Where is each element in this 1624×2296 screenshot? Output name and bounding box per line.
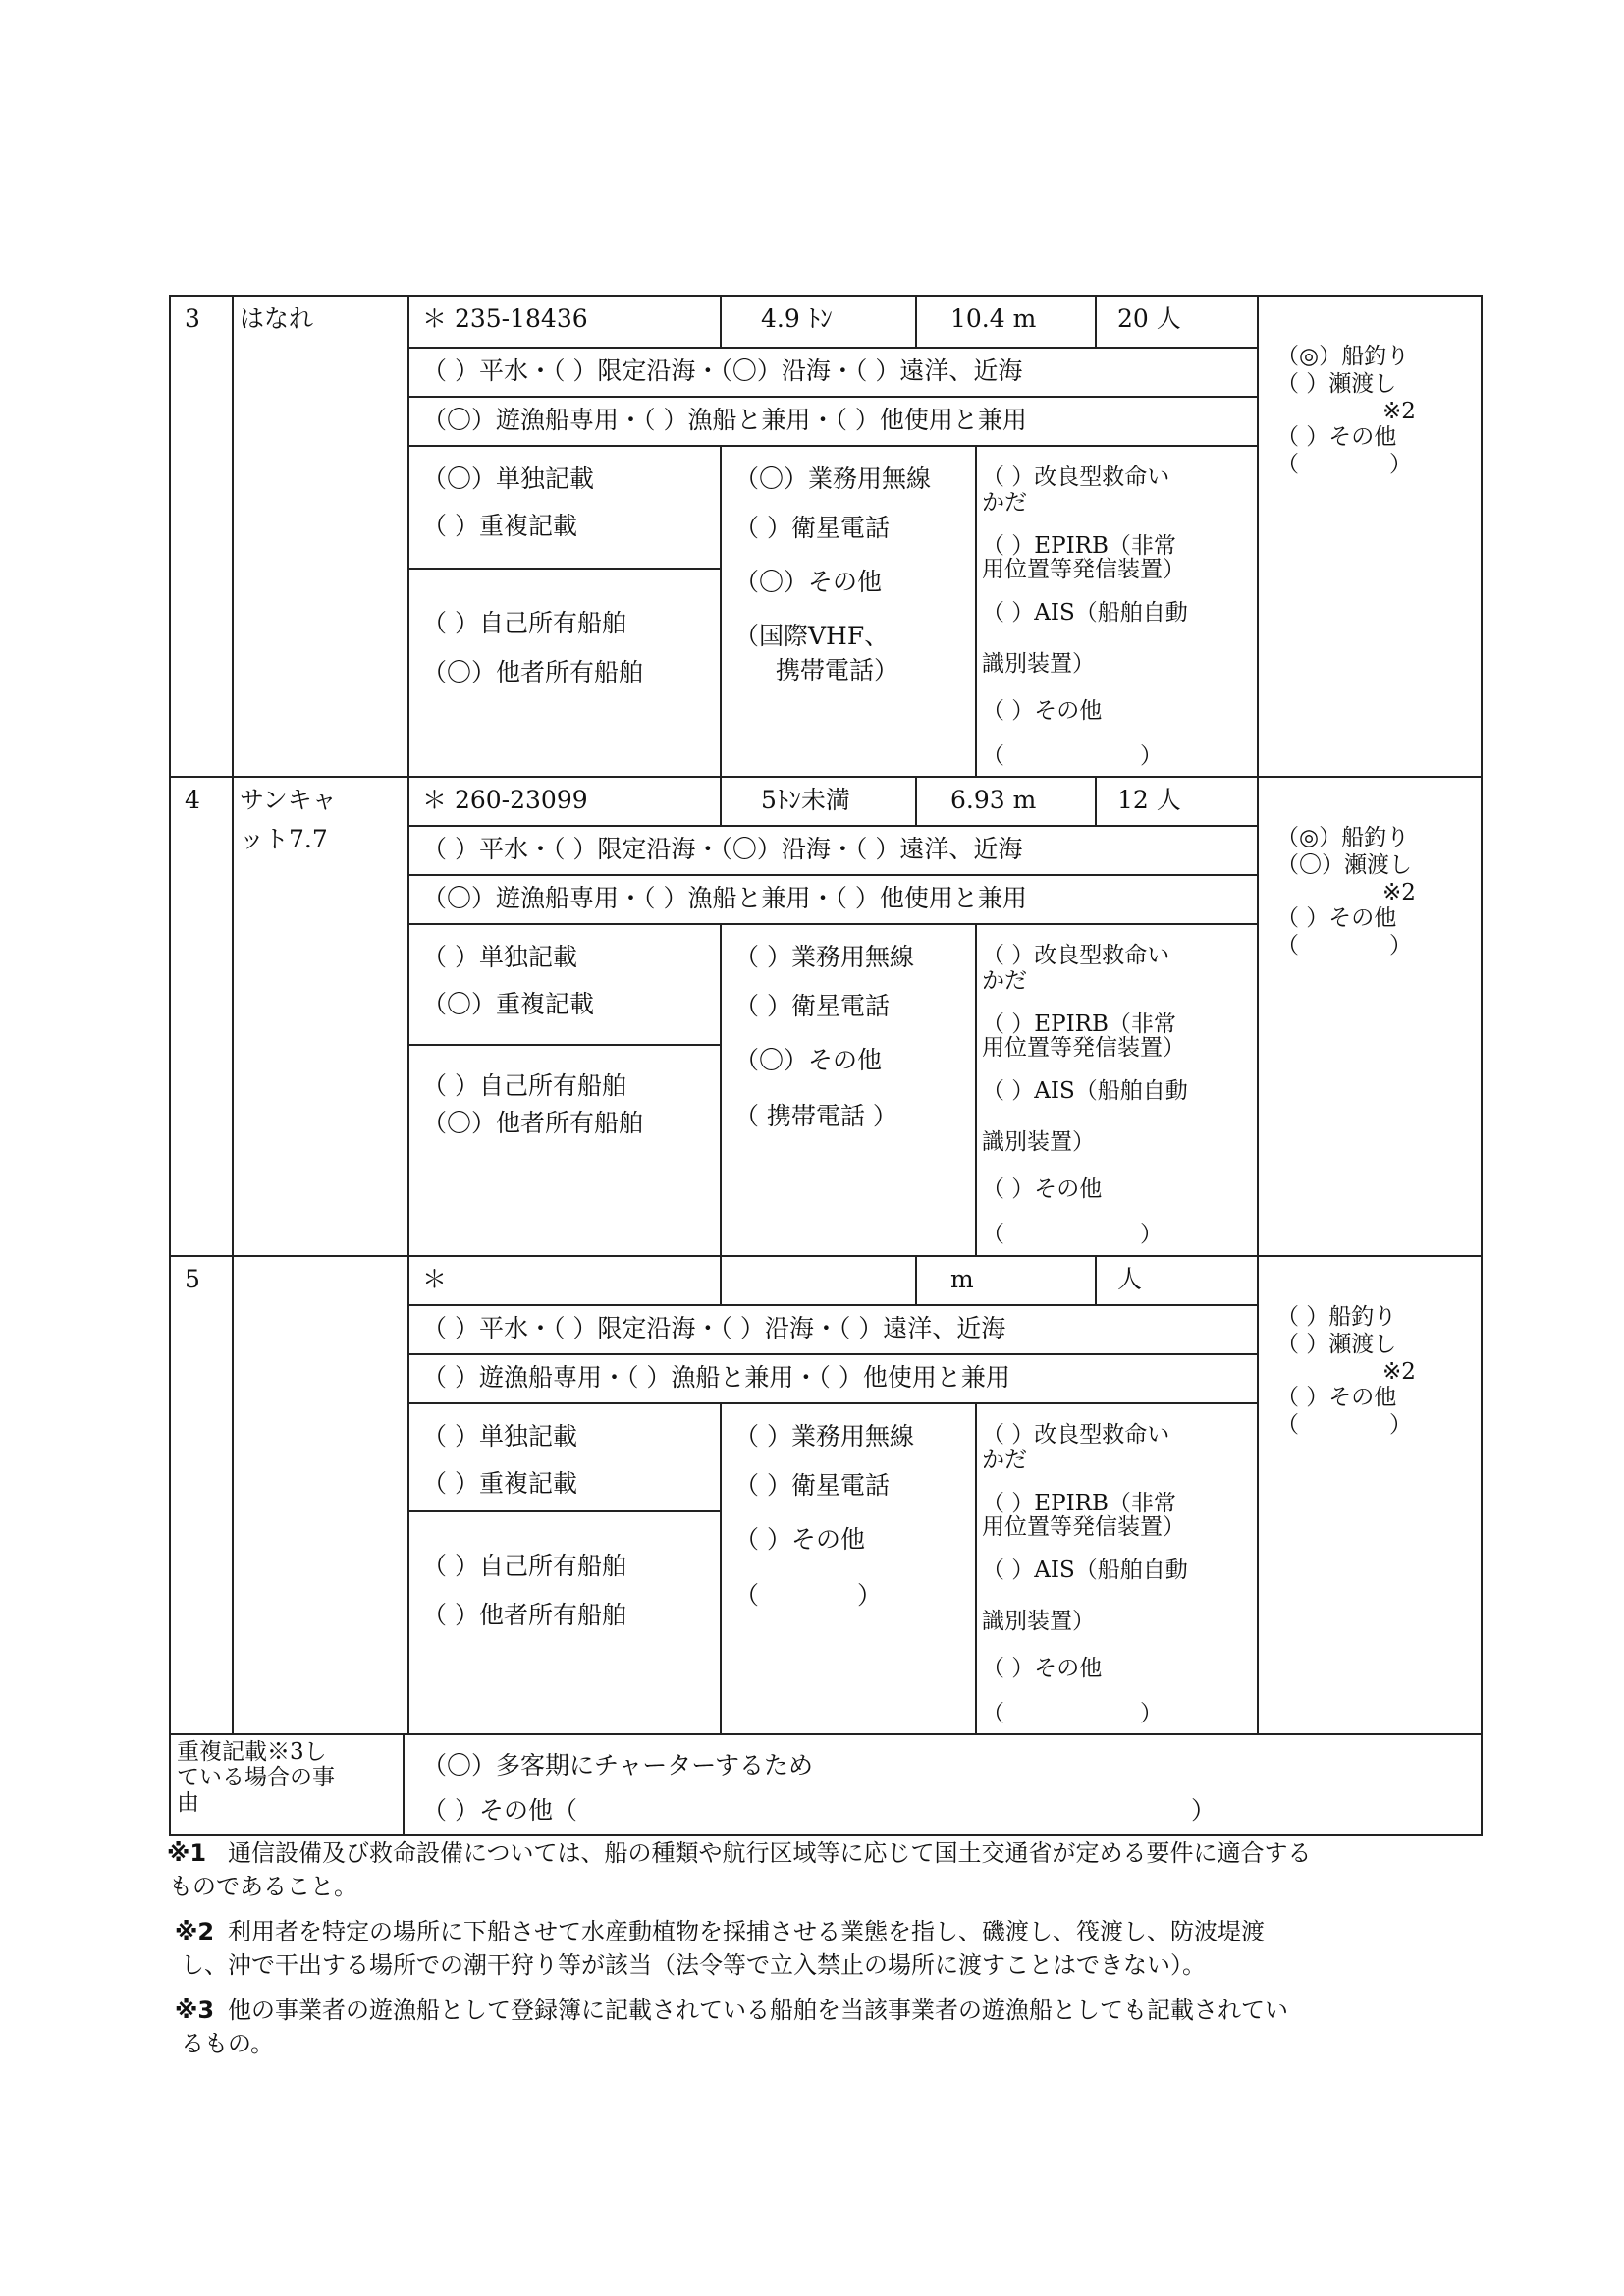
col-rule-length (915, 295, 917, 347)
passenger-capacity: 12 人 (1117, 786, 1181, 814)
comm-equipment-option: 携帯電話） (776, 656, 899, 684)
dup-reason-other: （ ）その他（ ） (422, 1796, 1216, 1825)
col-rule-ton (720, 1255, 722, 1304)
dup-reason-label: 由 (177, 1790, 199, 1816)
row-number: 5 (185, 1265, 200, 1293)
col-rule-capacity (1095, 1255, 1097, 1304)
record-type-option: （ ）重複記載 (422, 512, 577, 540)
footnote-text: ものであること。 (169, 1873, 357, 1900)
passenger-capacity: 人 (1117, 1265, 1143, 1293)
dup-label-rule (403, 1733, 405, 1834)
subrow-rule (407, 1402, 1257, 1404)
registration-number: ＊ (422, 1265, 448, 1293)
business-type-option: （ ） (1276, 452, 1412, 477)
ownership-option: （ ）他者所有船舶 (422, 1601, 626, 1629)
comm-equipment-option: （ ） (734, 1581, 883, 1610)
subrow-rule (407, 923, 1257, 925)
col-rule-business (1257, 776, 1259, 1255)
row-separator (169, 1255, 1481, 1257)
lifesaving-equipment-option: 識別装置） (982, 1129, 1095, 1155)
col-rule-equipment (720, 923, 722, 1255)
record-owner-rule (407, 1510, 720, 1512)
comm-equipment-option: （ ）衛星電話 (734, 1471, 890, 1500)
comm-equipment-option: （ ）衛星電話 (734, 992, 890, 1020)
row-number: 3 (185, 304, 200, 333)
subrow-rule (407, 347, 1257, 349)
subrow-rule (407, 1353, 1257, 1355)
business-type-option: ※2 (1382, 1359, 1416, 1385)
lifesaving-equipment-option: 用位置等発信装置） (982, 557, 1185, 582)
business-type-option: ※2 (1382, 880, 1416, 905)
gross-tonnage: 5ﾄﾝ未満 (761, 786, 850, 814)
vessel-name: サンキャ (240, 786, 337, 814)
lifesaving-equipment-option: 識別装置） (982, 651, 1095, 677)
col-rule-equipment (720, 1402, 722, 1733)
footnote-mark: ※2 (175, 1918, 215, 1945)
ownership-option: （ ）自己所有船舶 (422, 1071, 626, 1100)
lifesaving-equipment-option: 用位置等発信装置） (982, 1514, 1185, 1540)
lifesaving-equipment-option: （ ）AIS（船舶自動 (982, 1078, 1188, 1104)
lifesaving-equipment-option: （ ）改良型救命い (982, 1422, 1170, 1448)
col-rule-lifesaving (975, 445, 977, 776)
vessel-length: m (950, 1265, 974, 1293)
vessel-name: はなれ (240, 304, 314, 333)
footnote-text: し、沖で干出する場所での潮干狩り等が該当（法令等で立入禁止の場所に渡すことはできない）。 (181, 1951, 1206, 1979)
col-rule-lifesaving (975, 923, 977, 1255)
comm-equipment-option: （ ）その他 (734, 1525, 865, 1554)
vessel-length: 10.4 m (950, 304, 1037, 333)
comm-equipment-option: （ ）業務用無線 (734, 943, 914, 971)
record-type-option: （ ）単独記載 (422, 1422, 577, 1450)
lifesaving-equipment-option: かだ (982, 490, 1027, 516)
lifesaving-equipment-option: （ ）改良型救命い (982, 943, 1170, 968)
registration-number: ＊ 235-18436 (422, 304, 588, 333)
ownership-option: （〇）他者所有船舶 (422, 658, 644, 686)
col-rule-name (407, 295, 409, 776)
business-type-option: （ ）その他 (1276, 424, 1397, 450)
col-rule-equipment (720, 445, 722, 776)
navigation-area: （ ）平水・（ ）限定沿海・（ ）沿海・（ ）遠洋、近海 (422, 1314, 1006, 1342)
dup-reason-label: ている場合の事 (177, 1765, 335, 1790)
subrow-rule (407, 396, 1257, 398)
business-type-option: （ ）瀬渡し (1276, 371, 1397, 397)
col-rule-capacity (1095, 776, 1097, 825)
lifesaving-equipment-option: （ ）AIS（船舶自動 (982, 1558, 1188, 1583)
col-rule-capacity (1095, 295, 1097, 347)
record-owner-rule (407, 1044, 720, 1046)
row-separator (169, 776, 1481, 778)
subrow-rule (407, 445, 1257, 447)
row-separator (169, 1733, 1481, 1735)
dup-reason-charter: （〇）多客期にチャーターするため (422, 1751, 814, 1779)
col-rule-length (915, 1255, 917, 1304)
lifesaving-equipment-option: （ ） (982, 1701, 1163, 1726)
business-type-option: （◎）船釣り (1276, 825, 1410, 850)
usage-type: （ ）遊漁船専用・（ ）漁船と兼用・（ ）他使用と兼用 (422, 1363, 1010, 1392)
business-type-option: （ ） (1276, 1412, 1412, 1438)
business-type-option: （〇）瀬渡し (1276, 852, 1412, 878)
lifesaving-equipment-option: （ ）その他 (982, 1656, 1103, 1681)
subrow-rule (407, 1304, 1257, 1306)
usage-type: （〇）遊漁船専用・（ ）漁船と兼用・（ ）他使用と兼用 (422, 406, 1027, 434)
table-top-border (169, 295, 1481, 297)
gross-tonnage: 4.9 ﾄﾝ (761, 304, 833, 333)
comm-equipment-option: （ ）業務用無線 (734, 1422, 914, 1450)
business-type-option: （ ）船釣り (1276, 1304, 1397, 1330)
comm-equipment-option: （〇）その他 (734, 1046, 883, 1074)
footnote-text: るもの。 (181, 2030, 275, 2057)
usage-type: （〇）遊漁船専用・（ ）漁船と兼用・（ ）他使用と兼用 (422, 884, 1027, 912)
lifesaving-equipment-option: （ ） (982, 1222, 1163, 1247)
business-type-option: （ ） (1276, 933, 1412, 958)
col-rule-business (1257, 295, 1259, 776)
record-type-option: （ ）重複記載 (422, 1469, 577, 1498)
dup-reason-label: 重複記載※3し (177, 1739, 327, 1765)
col-rule-lifesaving (975, 1402, 977, 1733)
lifesaving-equipment-option: （ ）改良型救命い (982, 465, 1170, 490)
table-left-border (169, 295, 171, 1834)
comm-equipment-option: （ ）衛星電話 (734, 514, 890, 542)
record-type-option: （〇）重複記載 (422, 990, 595, 1018)
col-rule-ton (720, 776, 722, 825)
footnote (167, 1836, 206, 1870)
row-number: 4 (185, 786, 200, 814)
col-rule-length (915, 776, 917, 825)
col-rule-business (1257, 1255, 1259, 1733)
ownership-option: （ ）自己所有船舶 (422, 1552, 626, 1580)
navigation-area: （ ）平水・（ ）限定沿海・（〇）沿海・（ ）遠洋、近海 (422, 356, 1023, 385)
navigation-area: （ ）平水・（ ）限定沿海・（〇）沿海・（ ）遠洋、近海 (422, 835, 1023, 863)
col-rule-name (407, 776, 409, 1255)
col-rule-name (407, 1255, 409, 1733)
comm-equipment-option: （ 携帯電話 ） (734, 1102, 897, 1130)
footnote-mark: ※1 (167, 1839, 207, 1867)
record-type-option: （〇）単独記載 (422, 465, 595, 493)
lifesaving-equipment-option: （ ）その他 (982, 1176, 1103, 1202)
footnote-text: 利用者を特定の場所に下船させて水産動植物を採捕させる業態を指し、磯渡し、筏渡し、防波堤渡 (228, 1918, 1265, 1945)
lifesaving-equipment-option: かだ (982, 1448, 1027, 1473)
footnote (175, 1994, 214, 2027)
col-rule-no (232, 295, 234, 776)
business-type-option: ※2 (1382, 399, 1416, 424)
lifesaving-equipment-option: （ ）その他 (982, 698, 1103, 724)
col-rule-no (232, 776, 234, 1255)
record-type-option: （ ）単独記載 (422, 943, 577, 971)
subrow-rule (407, 874, 1257, 876)
business-type-option: （ ）その他 (1276, 1385, 1397, 1410)
lifesaving-equipment-option: （ ）AIS（船舶自動 (982, 600, 1188, 626)
registration-number: ＊ 260-23099 (422, 786, 588, 814)
lifesaving-equipment-option: 識別装置） (982, 1609, 1095, 1634)
table-right-border (1481, 295, 1483, 1836)
comm-equipment-option: （〇）その他 (734, 568, 883, 596)
subrow-rule (407, 825, 1257, 827)
business-type-option: （◎）船釣り (1276, 344, 1410, 369)
lifesaving-equipment-option: （ ） (982, 743, 1163, 769)
comm-equipment-option: （〇）業務用無線 (734, 465, 932, 493)
record-owner-rule (407, 568, 720, 570)
ownership-option: （ ）自己所有船舶 (422, 609, 626, 637)
comm-equipment-option: （国際VHF、 (734, 622, 890, 650)
passenger-capacity: 20 人 (1117, 304, 1181, 333)
col-rule-no (232, 1255, 234, 1733)
lifesaving-equipment-option: （ ）EPIRB（非常 (982, 1011, 1176, 1037)
footnote (175, 1915, 214, 1948)
footnote-text: 通信設備及び救命設備については、船の種類や航行区域等に応じて国土交通省が定める要件に適合する (228, 1839, 1312, 1867)
footnote-mark: ※3 (175, 1996, 215, 2024)
business-type-option: （ ）瀬渡し (1276, 1332, 1397, 1357)
vessel-length: 6.93 m (950, 786, 1037, 814)
lifesaving-equipment-option: 用位置等発信装置） (982, 1035, 1185, 1061)
business-type-option: （ ）その他 (1276, 905, 1397, 931)
lifesaving-equipment-option: （ ）EPIRB（非常 (982, 1491, 1176, 1516)
footnote-text: 他の事業者の遊漁船として登録簿に記載されている船舶を当該事業者の遊漁船としても記載されてい (228, 1996, 1288, 2024)
lifesaving-equipment-option: （ ）EPIRB（非常 (982, 533, 1176, 559)
ownership-option: （〇）他者所有船舶 (422, 1109, 644, 1137)
vessel-name: ット7.7 (240, 825, 328, 853)
col-rule-ton (720, 295, 722, 347)
lifesaving-equipment-option: かだ (982, 968, 1027, 994)
